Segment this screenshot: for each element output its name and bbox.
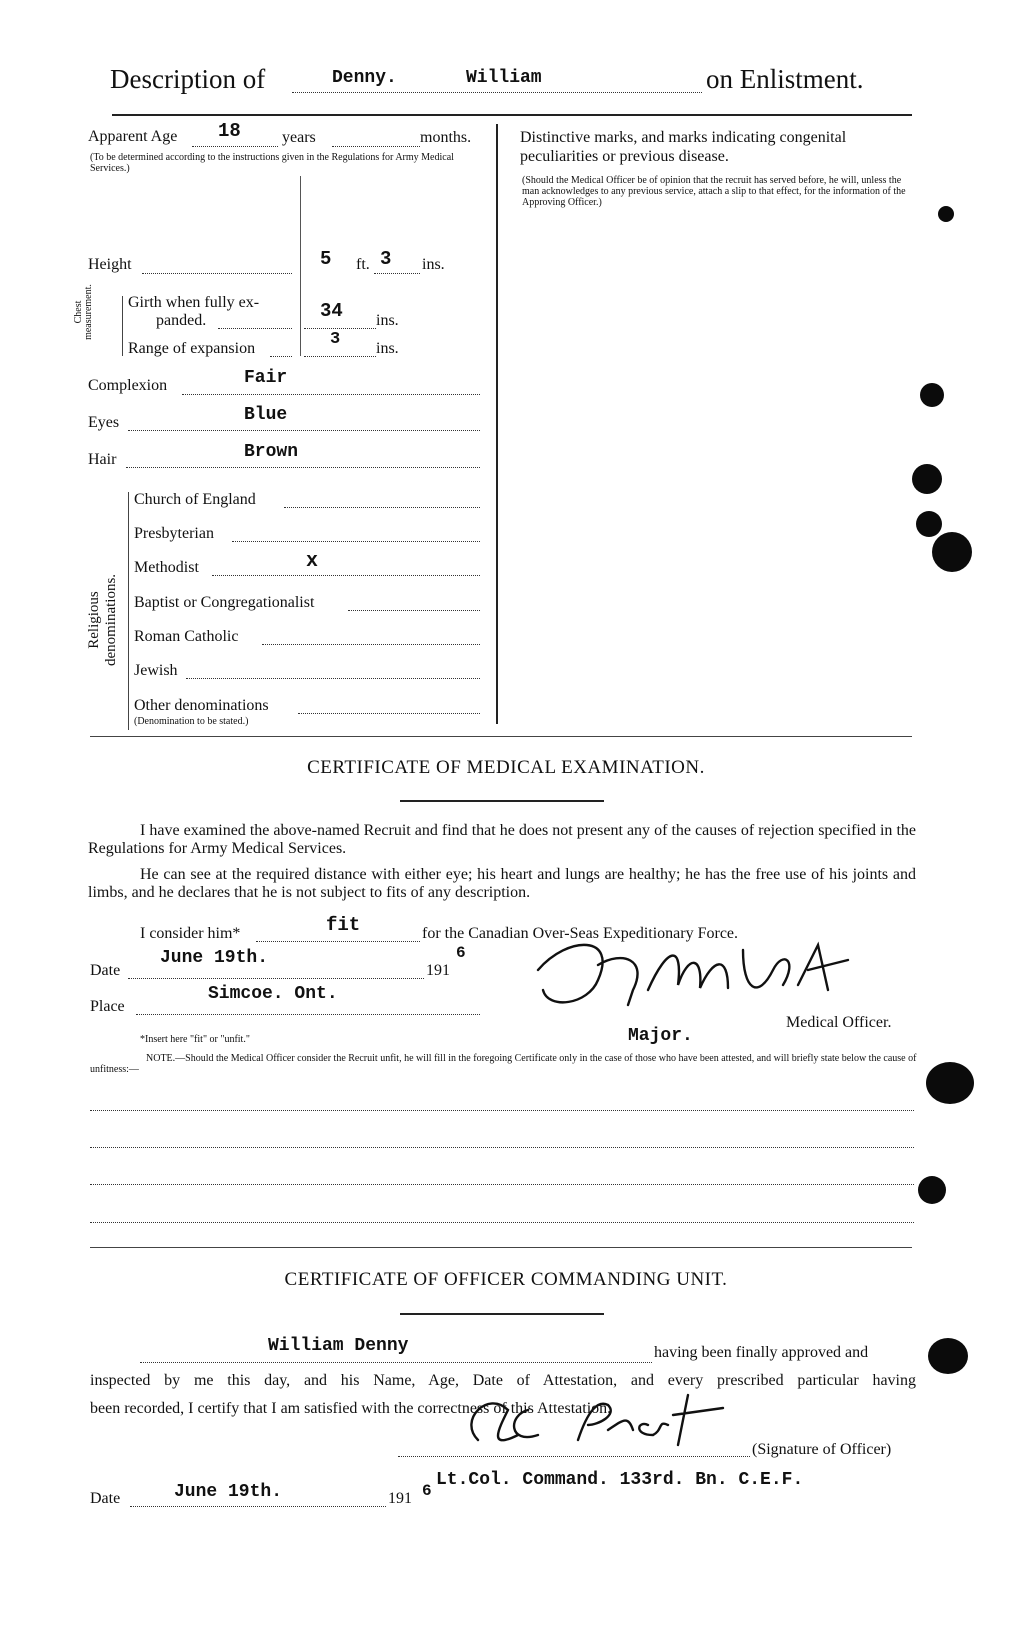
place-label: Place (90, 998, 125, 1015)
medical-date-value: June 19th. (160, 948, 269, 968)
signature-label: (Signature of Officer) (752, 1441, 892, 1458)
religion-item-jewish: Jewish (134, 662, 178, 679)
medical-year-prefix: 191 (426, 962, 450, 979)
commanding-text-2: inspected by me this day, and his Name, Age, Date of Attestation, and every prescribed particular having (90, 1372, 916, 1389)
hair-line (126, 467, 480, 468)
range-ins-label: ins. (376, 340, 399, 357)
commanding-year-suffix: 6 (422, 1482, 432, 1500)
height-feet-value: 5 (320, 248, 332, 270)
religion-item-baptist: Baptist or Congregationalist (134, 594, 315, 611)
insert-note: *Insert here "fit" or "unfit." (140, 1034, 250, 1045)
unfit-line-1 (90, 1110, 914, 1111)
title-right: on Enlistment. (706, 64, 864, 94)
commanding-date-value: June 19th. (174, 1482, 283, 1502)
punch-hole-5 (926, 1062, 974, 1104)
complexion-line (182, 394, 480, 395)
punch-hole-4 (932, 532, 972, 572)
medical-date-line (128, 978, 424, 979)
unfit-line-3 (90, 1184, 914, 1185)
eyes-line (128, 430, 480, 431)
medical-year-suffix: 6 (456, 944, 466, 962)
section-rule-2 (90, 1247, 912, 1248)
girth-ins-line (304, 328, 376, 329)
force-label: for the Canadian Over-Seas Expeditionary Force. (422, 925, 739, 942)
other-denomination-note: (Denomination to be stated.) (134, 716, 249, 727)
medical-note: NOTE.—Should the Medical Officer consider the Recruit unfit, he will fill in the foregoing Certificate only in the case of those who have been attested, and will briefly state below the cause of unfitness:— (90, 1053, 917, 1075)
church-line (284, 507, 480, 508)
religion-item-methodist: Methodist (134, 559, 199, 576)
methodist-line (212, 575, 480, 576)
punch-hole-1 (920, 383, 944, 407)
medical-rank: Major. (628, 1026, 693, 1046)
age-label: Apparent Age (88, 128, 178, 145)
medical-officer-label: Medical Officer. (786, 1014, 892, 1031)
jewish-line (186, 678, 480, 679)
punch-hole-2 (912, 464, 942, 494)
signature-line (398, 1456, 750, 1457)
catholic-line (262, 644, 480, 645)
religion-bracket (128, 492, 129, 730)
height-ins-line (374, 273, 420, 274)
title-left: Description of (110, 64, 266, 94)
ft-label: ft. (356, 256, 370, 273)
baptist-line (348, 610, 480, 611)
hair-label: Hair (88, 451, 117, 468)
girth-line (218, 328, 292, 329)
marks-note: (Should the Medical Officer be of opinion that the recruit has served before, he will, unless the man acknowledges to any previous service, attach a slip to that effect, for the information of the Approving Officer.) (522, 175, 906, 208)
religion-label-2: denominations. (103, 573, 119, 667)
methodist-mark: x (306, 550, 319, 573)
surname-value: Denny. (332, 68, 397, 88)
form-title (110, 64, 265, 95)
religion-item-roman-catholic: Roman Catholic (134, 628, 239, 645)
commanding-heading: CERTIFICATE OF OFFICER COMMANDING UNIT. (284, 1269, 728, 1290)
complexion-value: Fair (244, 368, 288, 388)
range-value: 3 (330, 330, 341, 349)
commanding-officer-title: Lt.Col. Command. 133rd. Bn. C.E.F. (436, 1470, 804, 1490)
age-years-value: 18 (218, 120, 241, 142)
height-label: Height (88, 256, 132, 273)
place-value: Simcoe. Ont. (208, 984, 338, 1004)
section-rule-1 (90, 736, 912, 737)
range-label: Range of expansion (128, 340, 256, 357)
chest-bracket (122, 296, 123, 356)
consider-value: fit (326, 914, 361, 936)
height-ins-label: ins. (422, 256, 445, 273)
hair-value: Brown (244, 442, 299, 462)
punch-hole-6 (918, 1176, 946, 1204)
unfit-line-2 (90, 1147, 914, 1148)
months-label: months. (420, 129, 472, 146)
age-years-line (192, 146, 278, 147)
complexion-label: Complexion (88, 377, 168, 394)
ink-blot-1 (938, 206, 954, 222)
height-lead-line (142, 273, 292, 274)
age-note: (To be determined according to the instructions given in the Regulations for Army Medical Services.) (90, 152, 454, 174)
commanding-name-line (140, 1362, 652, 1363)
commanding-date-label: Date (90, 1490, 121, 1507)
column-divider (496, 124, 498, 724)
commanding-date-line (130, 1506, 386, 1507)
header-rule (112, 114, 912, 116)
religion-group-label (86, 550, 120, 690)
commanding-year-prefix: 191 (388, 1490, 412, 1507)
consider-label: I consider him* (140, 925, 241, 942)
girth-ins-label: ins. (376, 312, 399, 329)
girth-label-1: Girth when fully ex- (128, 294, 260, 311)
girth-label-2: panded. (156, 312, 207, 329)
marks-label: Distinctive marks, and marks indicating congenital peculiarities or previous disease. (520, 129, 847, 165)
religion-item-other: Other denominations (134, 697, 269, 714)
eyes-value: Blue (244, 405, 288, 425)
eyes-label: Eyes (88, 414, 120, 431)
consider-line (256, 941, 420, 942)
punch-hole-7 (928, 1338, 968, 1374)
other-line (298, 713, 480, 714)
medical-para-2: He can see at the required distance with either eye; his heart and lungs are healthy; he has the free use of his joints and limbs, and he declares that he is not subject to fits of any description. (88, 866, 916, 901)
medical-heading-rule (400, 800, 604, 802)
commanding-text-3: been recorded, I certify that I am satisfied with the correctness of this Attestation. (90, 1400, 612, 1417)
name-line (292, 92, 702, 93)
presbyterian-line (232, 541, 480, 542)
range-line (270, 356, 292, 357)
years-label: years (282, 129, 316, 146)
girth-value: 34 (320, 300, 343, 322)
commanding-text-1: having been finally approved and (654, 1344, 869, 1361)
medical-officer-signature (528, 930, 858, 1020)
measure-divider (300, 176, 301, 356)
religion-item-church-of-england: Church of England (134, 491, 256, 508)
medical-date-label: Date (90, 962, 121, 979)
religion-item-presbyterian: Presbyterian (134, 525, 214, 542)
religion-label-1: Religious (86, 591, 102, 649)
commanding-name-value: William Denny (268, 1336, 409, 1356)
place-line (136, 1014, 480, 1015)
unfit-line-4 (90, 1222, 914, 1223)
range-ins-line (304, 356, 376, 357)
medical-heading: CERTIFICATE OF MEDICAL EXAMINATION. (307, 757, 705, 778)
chest-group-label: Chest measurement. (73, 284, 94, 340)
age-months-line (332, 146, 420, 147)
medical-para-1: I have examined the above-named Recruit and find that he does not present any of the causes of rejection specified in the Regulations for Army Medical Services. (88, 822, 916, 857)
punch-hole-3 (916, 511, 942, 537)
commanding-officer-signature (448, 1380, 748, 1460)
height-inches-value: 3 (380, 248, 392, 270)
given-name-value: William (466, 68, 542, 88)
commanding-heading-rule (400, 1313, 604, 1315)
